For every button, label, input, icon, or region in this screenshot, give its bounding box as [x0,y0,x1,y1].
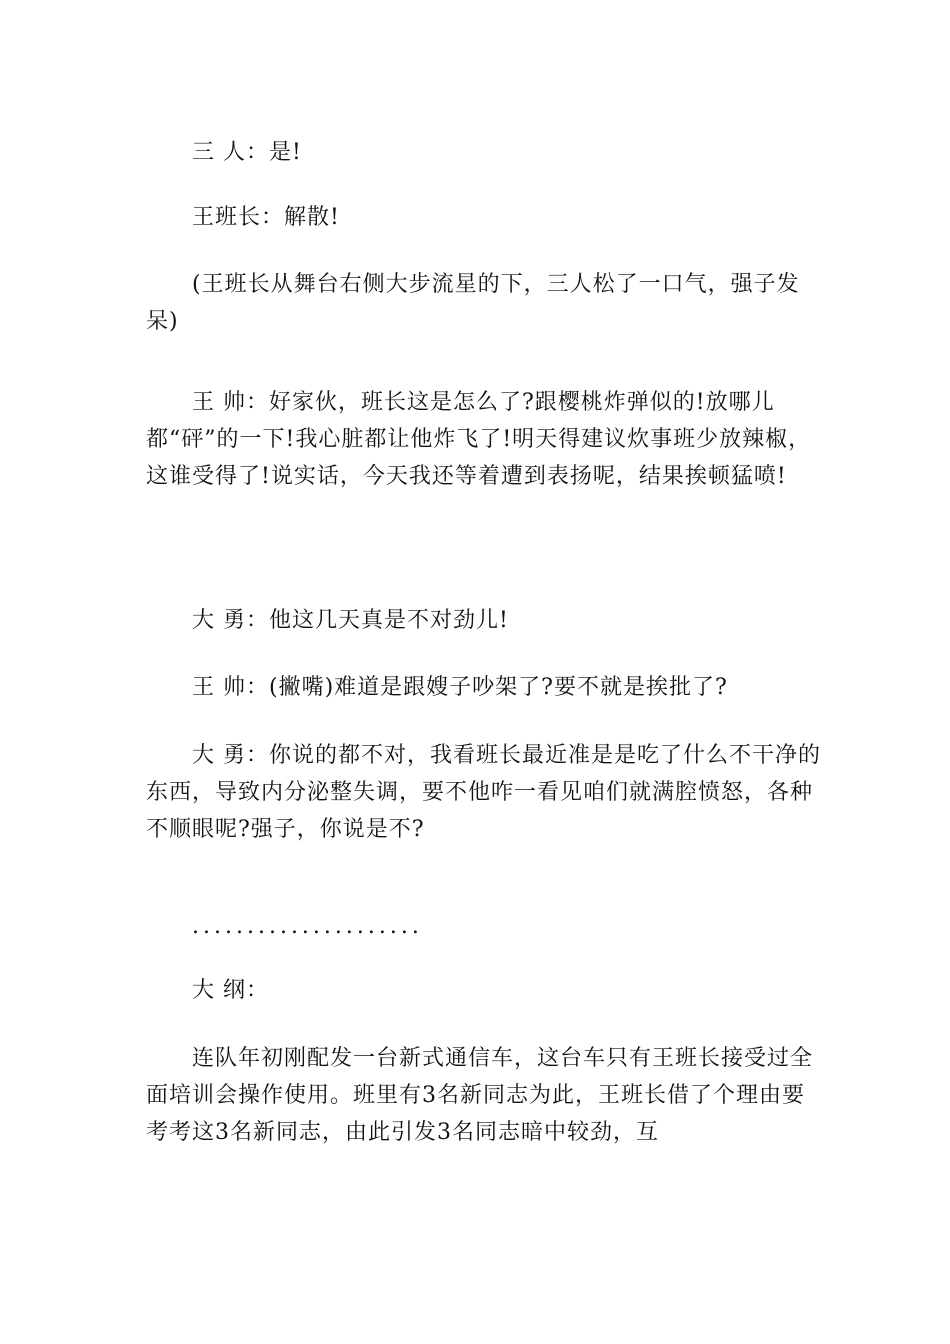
paragraph-4: 王 帅：好家伙，班长这是怎么了?跟樱桃炸弹似的!放哪儿都“砰”的一下!我心脏都让他炸飞了!明天得建议炊事班少放辣椒，这谁受得了!说实话，今天我还等着遭到表扬呢，结果挨顿猛喷! [146,390,812,489]
paragraph-outline-body: 连队年初刚配发一台新式通信车，这台车只有王班长接受过全面培训会操作使用。班里有3名新同志为此，王班长借了个理由要考考这3名新同志，由此引发3名同志暗中较劲，互 [146,1046,814,1145]
paragraph-outline-heading: 大 纲： [192,978,269,1003]
paragraph-6: 王 帅：(撇嘴)难道是跟嫂子吵架了?要不就是挨批了? [192,675,728,700]
ellipsis-separator: ..................... [192,914,423,939]
paragraph-5: 大 勇：他这几天真是不对劲儿! [192,608,509,633]
paragraph-3: (王班长从舞台右侧大步流星的下，三人松了一口气，强子发呆) [146,272,800,334]
paragraph-2: 王班长：解散! [192,205,340,230]
paragraph-1: 三 人：是! [192,140,302,165]
paragraph-7: 大 勇：你说的都不对，我看班长最近准是是吃了什么不干净的东西，导致内分泌整失调，要不他咋一看见咱们就满腔愤怒，各种不顺眼呢?强子，你说是不? [146,743,821,842]
